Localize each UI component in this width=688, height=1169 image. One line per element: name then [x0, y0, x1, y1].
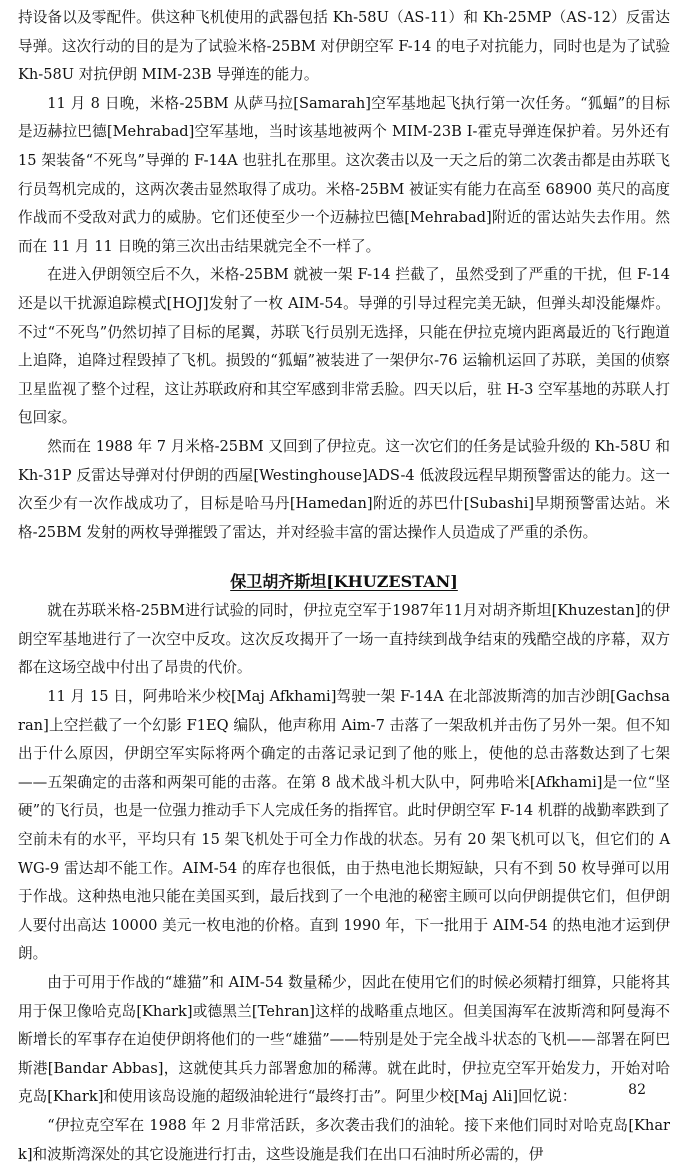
paragraph: 就在苏联米格-25BM进行试验的同时，伊拉克空军于1987年11月对胡齐斯坦[Khuzestan]的伊朗空军基地进行了一次空中反攻。这次反攻揭开了一场一直持续到战争结束的残酷空战的序幕，双方都在这场空战中付出了昂贵的代价。: [18, 602, 670, 677]
paragraph: 在进入伊朗领空后不久，米格-25BM 就被一架 F-14 拦截了，虽然受到了严重的干扰，但 F-14 还是以干扰源追踪模式[HOJ]发射了一枚 AIM-54。导弹的引导过程完美无缺，但弹头却没能爆炸。不过“不死鸟”仍然切掉了目标的尾翼，苏联飞行员别无选择，只能在伊拉克境内距离最近的飞行跑道上追降，追降过程毁掉了飞机。损毁的“狐蝠”被装进了一架伊尔-76 运输机运回了苏联，美国的侦察卫星监视了整个过程，这让苏联政府和其空军感到非常丢脸。四天以后，驻 H-3 空军基地的苏联人打包回家。: [18, 266, 670, 427]
paragraph-continued: 持设备以及零配件。供这种飞机使用的武器包括 Kh-58U（AS-11）和 Kh-25MP（AS-12）反雷达导弹。这次行动的目的是为了试验米格-25BM 对伊朗空军 F-14 的电子对抗能力，同时也是为了试验 Kh-58U 对抗伊朗 MIM-23B 导弹连的能力。: [18, 9, 670, 84]
section-spacer: [18, 547, 670, 567]
quote-paragraph: “伊拉克空军在 1988 年 2 月非常活跃，多次袭击我们的油轮。接下来他们同时对哈克岛[Khark]和波斯湾深处的其它设施进行打击，这些设施是我们在出口石油时所必需的，伊: [18, 1116, 670, 1163]
paragraph: 11 月 15 日，阿弗哈米少校[Maj Afkhami]驾驶一架 F-14A 在北部波斯湾的加吉沙朗[Gachsaran]上空拦截了一个幻影 F1EQ 编队，他声称用 Aim-7 击落了一架敌机并击伤了另外一架。但不知出于什么原因，伊朗空军实际将两个确定的击落记录记到了他的账上，使他的总击落数达到了七架——五架确定的击落和两架可能的击落。在第 8 战术战斗机大队中，阿弗哈米[Afkhami]是一位“坚硬”的飞行员，也是一位强力推动手下人完成任务的指挥官。此时伊朗空军 F-14 机群的战勤率跌到了空前未有的水平，平均只有 15 架飞机处于可全力作战的状态。另有 20 架飞机可以飞，但它们的 AWG-9 雷达却不能工作。AIM-54 的库存也很低，由于热电池长期短缺，只有不到 50 枚导弹可以用于作战。这种热电池只能在美国买到，最后找到了一个电池的秘密主顾可以向伊朗提供它们，但伊朗人要付出高达 10000 美元一枚电池的价格。直到 1990 年，下一批用于 AIM-54 的热电池才运到伊朗。: [18, 688, 670, 963]
paragraph: 然而在 1988 年 7 月米格-25BM 又回到了伊拉克。这一次它们的任务是试验升级的 Kh-58U 和 Kh-31P 反雷达导弹对付伊朗的西屋[Westinghouse]ADS-4 低波段远程早期预警雷达的能力。这一次至少有一次作战成功了，目标是哈马丹[Hamedan]附近的苏巴什[Subashi]早期预警雷达站。米格-25BM 发射的两枚导弹摧毁了雷达，并对经验丰富的雷达操作人员造成了严重的杀伤。: [18, 437, 670, 541]
paragraph: 11 月 8 日晚，米格-25BM 从萨马拉[Samarah]空军基地起飞执行第一次任务。“狐蝠”的目标是迈赫拉巴德[Mehrabad]空军基地，当时该基地被两个 MIM-23B I-霍克导弹连保护着。另外还有 15 架装备“不死鸟”导弹的 F-14A 也驻扎在那里。这次袭击以及一天之后的第二次袭击都是由苏联飞行员驾机完成的，这两次袭击显然取得了成功。米格-25BM 被证实有能力在高至 68900 英尺的高度作战而不受敌对武力的威胁。它们还使至少一个迈赫拉巴德[Mehrabad]附近的雷达站失去作用。然而在 11 月 11 日晚的第三次出击结果就完全不一样了。: [18, 94, 670, 255]
page-number: 82: [628, 1082, 646, 1098]
document-page: [18, 4, 670, 1169]
section-title: 保卫胡齐斯坦[KHUZESTAN]: [230, 572, 458, 592]
paragraph: 由于可用于作战的“雄猫”和 AIM-54 数量稀少，因此在使用它们的时候必须精打细算，只能将其用于保卫像哈克岛[Khark]或德黑兰[Tehran]这样的战略重点地区。但美国海军在波斯湾和阿曼海不断增长的军事存在迫使伊朗将他们的一些“雄猫”——特别是处于完全战斗状态的飞机——部署在阿巴斯港[Bandar Abbas]，这就使其兵力部署愈加的稀薄。就在此时，伊拉克空军开始发力，开始对哈克岛[Khark]和使用该岛设施的超级油轮进行“最终打击”。阿里少校[Maj Ali]回忆说：: [18, 974, 670, 1106]
